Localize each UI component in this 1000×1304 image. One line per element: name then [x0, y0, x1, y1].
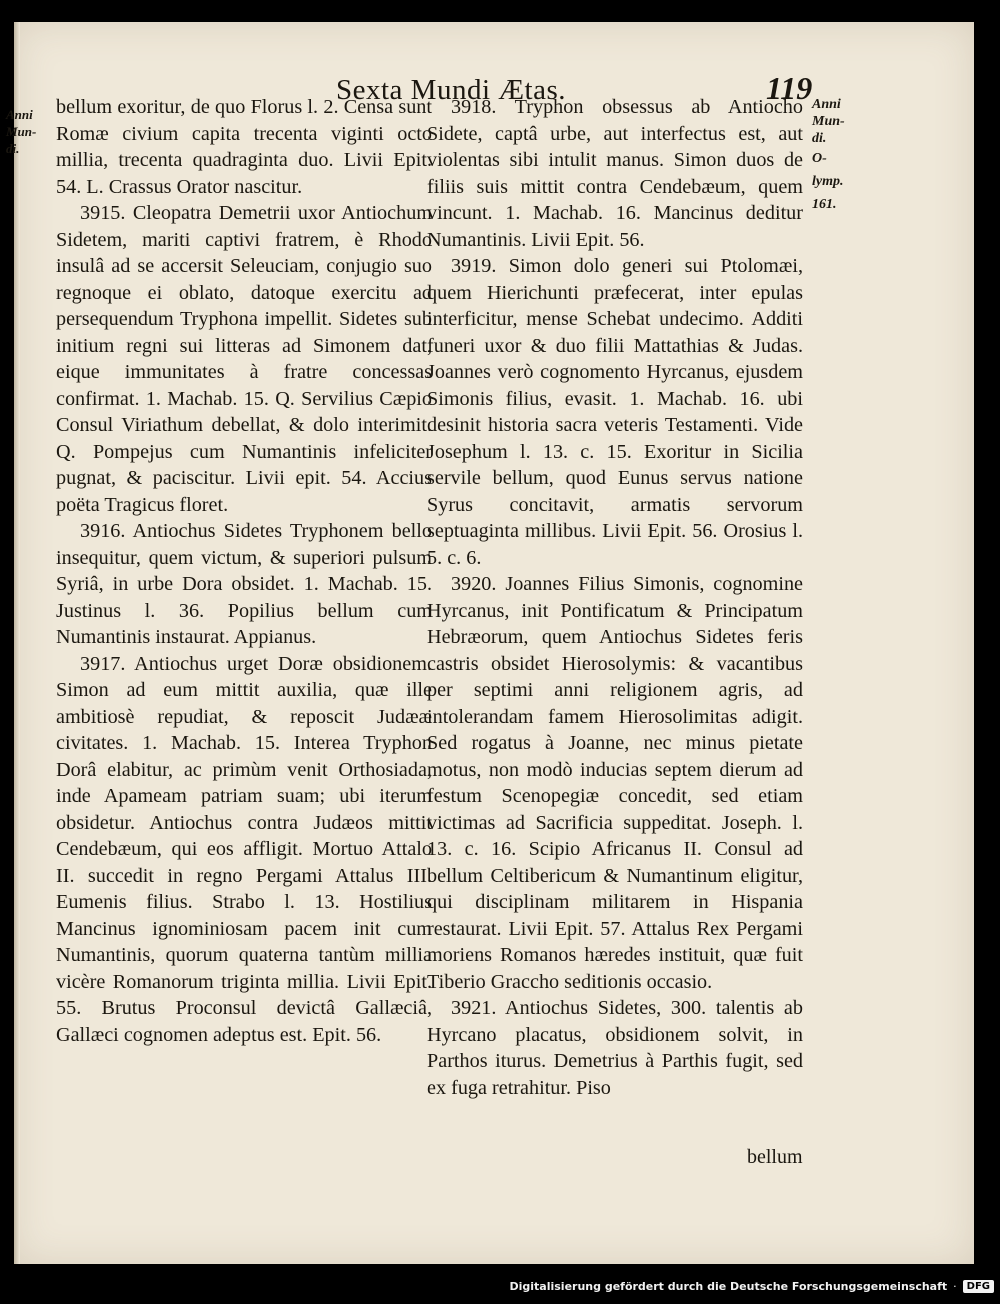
marginal-line: Mun-: [812, 114, 845, 129]
paragraph: 3921. Antiochus Sidetes, 300. talentis ab Hyrcano placatus, obsidionem solvit, in Parthos iturus. Demetrius à Parthis fugit, sed ex fuga retrahitur. Piso: [427, 997, 803, 1099]
paragraph: 3918. Tryphon obsessus ab Antiocho Sidete, captâ urbe, aut interfectus est, aut violentas sibi intulit manus. Simon duos de filiis suis mittit contra Cendebæum, quem vincunt. 1. Machab. 16. Mancinus deditur Numantinis. Livii Epit. 56.: [427, 96, 803, 251]
page-number: 119: [766, 70, 813, 106]
book-page: [6, 22, 974, 1264]
catchword: bellum: [747, 1146, 803, 1168]
paragraph: 3915. Cleopatra Demetrii uxor Antiochum Sidetem, mariti captivi fratrem, è Rhodo insulâ ad se accersit Seleuciam, conjugio suo regnoque ei oblato, datoque exercitu ad persequendum Tryphona impellit. Sidetes sub initium regni sui litteras ad Simonem dat, eique immunitates à fratre concessas confirmat. 1. Machab. 15. Q. Servilius Cæpio Consul Viriathum debellat, & dolo interimit. Q. Pompejus cum Numantinis infeliciter pugnat, & paciscitur. Livii epit. 54. Accius poëta Tragicus floret.: [56, 202, 432, 516]
paragraph: 3920. Joannes Filius Simonis, cognomine Hyrcanus, init Pontificatum & Principatum Hebræorum, quem Antiochus Sidetes feris castris obsidet Hierosolymis: & vacantibus per septimi anni religionem agris, ad intolerandam famem Hierosolimitas adigit. Sed rogatus à Joanne, nec minus pietate motus, non modò inducias septem dierum ad festum Scenopegiæ concedit, sed etiam victimas ad Sacrificia suppeditat. Joseph. l. 13. c. 16. Scipio Africanus II. Consul ad bellum Celtibericum & Numantinum eligitur, qui disciplinam militarem in Hispania restaurat. Livii Epit. 57. Attalus Rex Pergami moriens Romanos hæredes instituit, quæ fuit Tiberio Graccho seditionis occasio.: [427, 573, 803, 993]
left-marginal-note: [6, 106, 48, 157]
digitization-footer: [509, 1276, 994, 1296]
dfg-logo: DFG: [963, 1280, 994, 1293]
separator: ·: [953, 1279, 957, 1293]
left-text-column: [56, 94, 432, 1048]
marginal-line: Mun-: [6, 124, 37, 139]
marginal-line: di.: [812, 131, 827, 146]
marginal-line: O-: [812, 151, 827, 166]
running-title: Sexta Mundi Ætas.: [336, 74, 567, 106]
paragraph: 3917. Antiochus urget Doræ obsidionem. Simon ad eum mittit auxilia, quæ ille ambitiosè repudiat, & reposcit Judææ civitates. 1. Machab. 15. Interea Tryphon Dorâ elabitur, ac primùm venit Orthosiada, inde Apameam patriam suam; ubi iterum obsidetur. Antiochus contra Judæos mittit Cendebæum, qui eos affligit. Mortuo Attalo II. succedit in regno Pergami Attalus III. Eumenis filius. Strabo l. 13. Hostilius Mancinus ignominiosam pacem init cum Numantinis, quorum quaterna tantùm millia vicère Romanorum triginta millia. Livii Epit. 55. Brutus Proconsul devictâ Gallæciâ, Gallæci cognomen adeptus est. Epit. 56.: [56, 652, 432, 1046]
marginal-line: di.: [6, 141, 20, 156]
marginal-line: Anni: [812, 97, 841, 112]
right-text-column: [427, 94, 803, 1101]
paragraph: bellum exoritur, de quo Florus l. 2. Censa sunt Romæ civium capita trecenta viginti octo millia, trecenta quadraginta duo. Livii Epit. 54. L. Crassus Orator nascitur.: [56, 96, 432, 198]
page-edge-shadow: [14, 22, 20, 1264]
paragraph: 3916. Antiochus Sidetes Tryphonem bello insequitur, quem victum, & superiori pulsum Syriâ, in urbe Dora obsidet. 1. Machab. 15. Justinus l. 36. Popilius bellum cum Numantinis instaurat. Appianus.: [56, 520, 432, 648]
funding-notice: Digitalisierung gefördert durch die Deutsche Forschungsgemeinschaft: [509, 1279, 948, 1293]
paragraph: 3919. Simon dolo generi sui Ptolomæi, quem Hierichunti præfecerat, inter epulas interficitur, mense Schebat undecimo. Additi funeri uxor & duo filii Mattathias & Judas. Joannes verò cognomento Hyrcanus, ejusdem Simonis filius, evasit. 1. Machab. 16. ubi desinit historia sacra veteris Testamenti. Vide Josephum l. 13. c. 15. Exoritur in Sicilia servile bellum, quod Eunus servus natione Syrus concitavit, armatis servorum septuaginta millibus. Livii Epit. 56. Orosius l. 5. c. 6.: [427, 255, 803, 569]
marginal-line: 161.: [812, 197, 837, 212]
right-marginal-note: [812, 96, 872, 216]
marginal-line: lymp.: [812, 174, 844, 189]
marginal-line: Anni: [6, 107, 33, 122]
